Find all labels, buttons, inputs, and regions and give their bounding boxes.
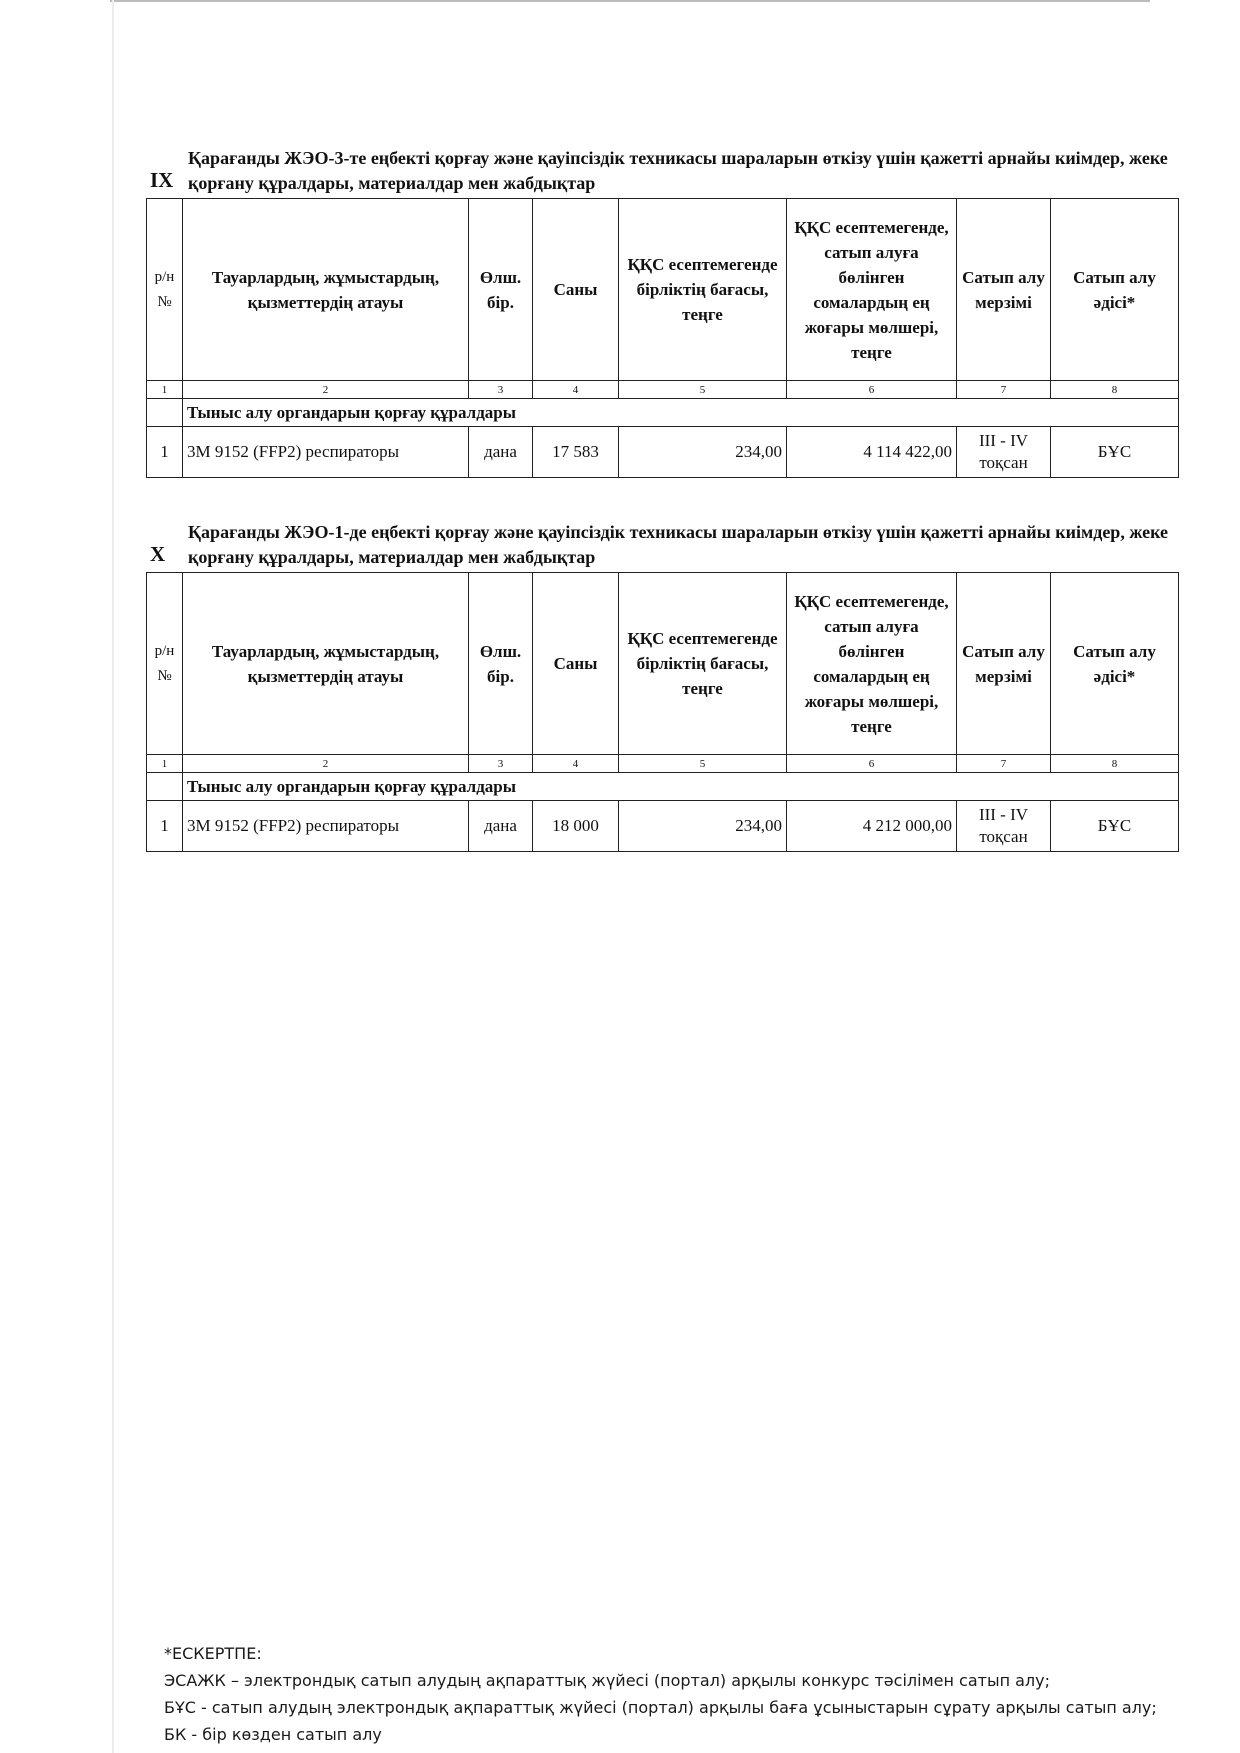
group-empty-cell	[147, 399, 183, 427]
footnote-line: БК - бір көзден сатып алу	[164, 1725, 382, 1744]
header-row	[147, 199, 1179, 381]
section-x	[146, 520, 1178, 852]
header-qty: Саны	[533, 573, 619, 755]
cell-period: III - IV тоқсан	[957, 427, 1051, 478]
section-number: X	[150, 542, 166, 566]
section-header	[146, 520, 1178, 572]
column-number: 8	[1051, 381, 1179, 399]
column-number-row	[147, 381, 1179, 399]
cell-method: БҰС	[1051, 801, 1179, 852]
page-top-edge	[110, 0, 1150, 2]
column-number: 2	[183, 755, 469, 773]
section-title: Қарағанды ЖЭО-1-де еңбекті қорғау және қауіпсіздік техникасы шараларын өткізу үшін қажетті арнайы киімдер, жеке қорғану құралдары, материалдар мен жабдықтар	[188, 522, 1169, 567]
procurement-table	[146, 572, 1179, 852]
cell-period: III - IV тоқсан	[957, 801, 1051, 852]
column-number: 6	[787, 381, 957, 399]
header-row	[147, 573, 1179, 755]
cell-qty: 17 583	[533, 427, 619, 478]
cell-amount: 4 114 422,00	[787, 427, 957, 478]
cell-unit: дана	[469, 801, 533, 852]
group-title: Тыныс алу органдарын қорғау құралдары	[183, 399, 1179, 427]
column-number: 4	[533, 381, 619, 399]
cell-num: 1	[147, 801, 183, 852]
column-number: 1	[147, 755, 183, 773]
header-period: Сатып алу мерзімі	[957, 573, 1051, 755]
column-number: 7	[957, 381, 1051, 399]
scan-shadow	[112, 0, 114, 1753]
header-num: р/н №	[147, 573, 183, 755]
cell-name: 3М 9152 (FFP2) респираторы	[183, 801, 469, 852]
header-amount: ҚҚС есептемегенде, сатып алуға бөлінген сомалардың ең жоғары мөлшері, теңге	[787, 573, 957, 755]
cell-method: БҰС	[1051, 427, 1179, 478]
footnote	[164, 1640, 1157, 1748]
header-method: Сатып алу әдісі*	[1051, 199, 1179, 381]
footnote-title: *ЕСКЕРТПЕ:	[164, 1644, 262, 1663]
column-number: 7	[957, 755, 1051, 773]
header-method: Сатып алу әдісі*	[1051, 573, 1179, 755]
cell-price: 234,00	[619, 801, 787, 852]
header-period: Сатып алу мерзімі	[957, 199, 1051, 381]
header-name: Тауарлардың, жұмыстардың, қызметтердің атауы	[183, 573, 469, 755]
cell-num: 1	[147, 427, 183, 478]
column-number: 2	[183, 381, 469, 399]
header-qty: Саны	[533, 199, 619, 381]
header-price: ҚҚС есептемегенде бірліктің бағасы, теңге	[619, 199, 787, 381]
column-number: 3	[469, 755, 533, 773]
column-number: 6	[787, 755, 957, 773]
section-title: Қарағанды ЖЭО-3-те еңбекті қорғау және қауіпсіздік техникасы шараларын өткізу үшін қажетті арнайы киімдер, жеке қорғану құралдары, материалдар мен жабдықтар	[188, 148, 1168, 193]
cell-unit: дана	[469, 427, 533, 478]
column-number: 5	[619, 381, 787, 399]
header-num: р/н №	[147, 199, 183, 381]
header-amount: ҚҚС есептемегенде, сатып алуға бөлінген сомалардың ең жоғары мөлшері, теңге	[787, 199, 957, 381]
column-number: 4	[533, 755, 619, 773]
header-unit: Өлш. бір.	[469, 199, 533, 381]
group-row	[147, 773, 1179, 801]
section-header	[146, 146, 1178, 198]
cell-name: 3М 9152 (FFP2) респираторы	[183, 427, 469, 478]
section-ix	[146, 146, 1178, 478]
cell-price: 234,00	[619, 427, 787, 478]
table-row	[147, 801, 1179, 852]
section-number: IX	[150, 168, 174, 192]
column-number: 8	[1051, 755, 1179, 773]
column-number: 5	[619, 755, 787, 773]
column-number: 1	[147, 381, 183, 399]
header-price: ҚҚС есептемегенде бірліктің бағасы, теңге	[619, 573, 787, 755]
group-row	[147, 399, 1179, 427]
column-number: 3	[469, 381, 533, 399]
cell-amount: 4 212 000,00	[787, 801, 957, 852]
cell-qty: 18 000	[533, 801, 619, 852]
footnote-line: БҰС - сатып алудың электрондық ақпараттық жүйесі (портал) арқылы баға ұсыныстарын сұрату арқылы сатып алу;	[164, 1698, 1157, 1717]
footnote-line: ЭСАЖК – электрондық сатып алудың ақпараттық жүйесі (портал) арқылы конкурс тәсілімен сатып алу;	[164, 1671, 1051, 1690]
group-title: Тыныс алу органдарын қорғау құралдары	[183, 773, 1179, 801]
group-empty-cell	[147, 773, 183, 801]
header-unit: Өлш. бір.	[469, 573, 533, 755]
column-number-row	[147, 755, 1179, 773]
header-name: Тауарлардың, жұмыстардың, қызметтердің атауы	[183, 199, 469, 381]
procurement-table	[146, 198, 1179, 478]
table-row	[147, 427, 1179, 478]
